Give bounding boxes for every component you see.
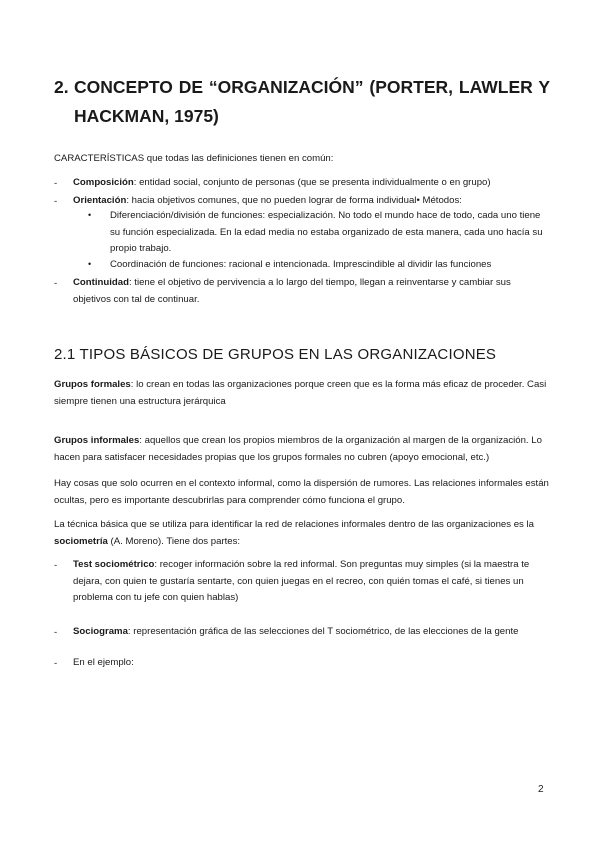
list-item-composicion <box>73 175 548 192</box>
definition: : aquellos que crean los propios miembros de la organización al margen de la organización. Lo hacen para satisfacer necesidades propias que los grupos formales no cubren (apoyo emocional, etc.) <box>54 435 542 463</box>
list-dash: - <box>54 278 58 289</box>
paragraph-tecnica <box>54 517 549 550</box>
definition: : representación gráfica de las selecciones del T sociométrico, de las elecciones de la gente <box>127 626 519 637</box>
definition: : recoger información sobre la red informal. Son preguntas muy simples (si la maestra te dejara, con quien te gustaría sentarte, con quien juegas en el recreo, con quién tomas el café, si tienes un problema con tu jefe con quien hablas) <box>73 559 530 603</box>
heading-line-1: CONCEPTO DE “ORGANIZACIÓN” (PORTER, LAWLER Y <box>74 77 550 97</box>
page-number: 2 <box>538 784 544 795</box>
term: Continuidad <box>73 277 129 288</box>
text: La técnica básica que se utiliza para identificar la red de relaciones informales dentro de las organizaciones es la <box>54 519 534 530</box>
list-item-sociograma <box>73 624 548 641</box>
bullet-icon: • <box>88 210 92 220</box>
heading-line-2: HACKMAN, 1975) <box>74 106 219 126</box>
section-heading: 2.1 TIPOS BÁSICOS DE GRUPOS EN LAS ORGANIZACIONES <box>54 346 497 363</box>
definition: : tiene el objetivo de pervivencia a lo largo del tiempo, llegan a reinventarse y cambiar sus objetivos con tal de continuar. <box>73 277 511 305</box>
list-dash: - <box>54 658 58 669</box>
list-dash: - <box>54 627 58 638</box>
heading-number: 2. <box>54 77 69 97</box>
term: Grupos formales <box>54 379 131 390</box>
method-item-coordinacion: Coordinación de funciones: racional e intencionada. Imprescindible al dividir las funciones <box>110 259 492 270</box>
term: Test sociométrico <box>73 559 155 570</box>
list-dash: - <box>54 178 58 189</box>
list-item-continuidad <box>73 275 548 308</box>
definition: : lo crean en todas las organizaciones porque creen que es la forma más eficaz de proceder. Casi siempre tienen una estructura jerárquica <box>54 379 547 407</box>
list-dash: - <box>54 560 58 571</box>
definition: : entidad social, conjunto de personas (que se presenta individualmente o en grupo) <box>133 177 491 188</box>
list-item-test-sociometrico <box>73 557 548 607</box>
list-item-ejemplo: En el ejemplo: <box>73 657 134 668</box>
list-dash: - <box>54 196 58 207</box>
term: Sociograma <box>73 626 128 637</box>
paragraph-grupos-formales <box>54 377 549 410</box>
paragraph-contexto-informal: Hay cosas que solo ocurren en el contexto informal, como la dispersión de rumores. Las relaciones informales están ocultas, pero es importante descubrirlas para comprender cómo funciona el grupo. <box>54 478 549 506</box>
bullet-icon: • <box>88 259 92 269</box>
definition: : hacia objetivos comunes, que no pueden lograr de forma individual• Métodos: <box>126 195 462 206</box>
term: sociometría <box>54 535 108 547</box>
term: Composición <box>73 177 134 188</box>
intro-text: CARACTERÍSTICAS que todas las definiciones tienen en común: <box>54 153 334 164</box>
text: (A. Moreno). Tiene dos partes: <box>107 535 241 547</box>
paragraph-grupos-informales <box>54 433 549 466</box>
term: Grupos informales <box>54 435 140 446</box>
term: Orientación <box>73 195 127 206</box>
method-item-diferenciacion: Diferenciación/división de funciones: especialización. No todo el mundo hace de todo, cada uno tiene su función especializada. En la edad media no estaba organizado de esta manera, cada uno hacía su propio trabajo. <box>110 210 543 254</box>
